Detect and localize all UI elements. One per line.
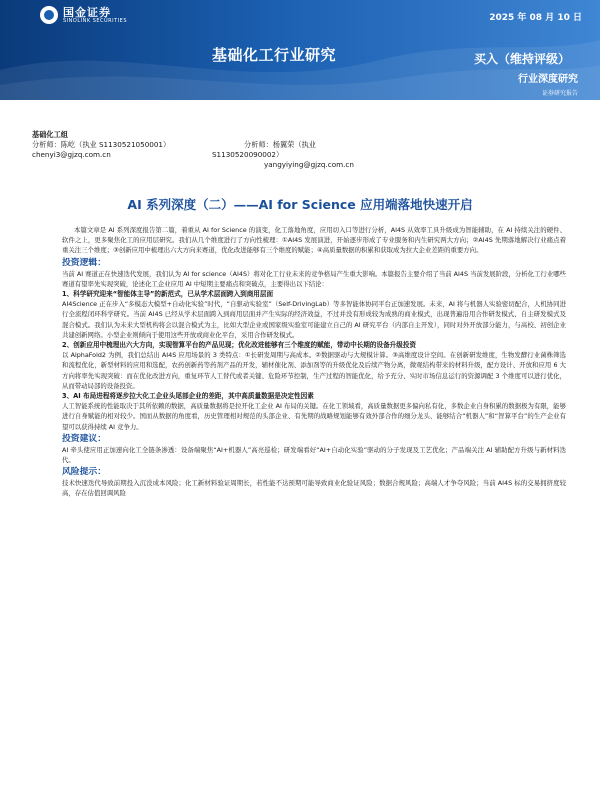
report-subtitle: 证券研究报告 — [541, 90, 578, 97]
point-2-heading: 2、创新应用中梳理出六大方向，实现智算平台的产品见现；优化改进能够有三个维度的赋能，带动中长期的设备升级投资 — [62, 341, 417, 350]
point-1-heading: 1、科学研究迎来“智能体主导”的新范式，已从学术层面跨入到商用层面 — [62, 290, 274, 299]
analyst-2-email: yangyiying@gjzq.com.cn — [264, 160, 354, 169]
logo-cn: 国金证券 — [63, 5, 111, 19]
section-heading-advice: 投资建议： — [62, 433, 106, 444]
report-body — [62, 225, 566, 499]
logo-en: SINOLINK SECURITIES — [63, 17, 127, 24]
analyst-1-email: chenyi3@gjzq.com.cn — [32, 150, 111, 159]
logo-icon — [40, 6, 58, 24]
report-main-title: AI 系列深度（二）——AI for Science 应用端落地快速开启 — [127, 197, 473, 212]
section-heading-risk: 风险提示： — [62, 467, 106, 478]
point-3-paragraph: 人工智能系统的性能取决于其所依赖的数据，高质量数据将是拉开化工企业 AI 布局的关键。在化工领域看，高质量数据更多偏向私有化，多数企业自身积累的数据极为有限，能够进行自身赋能的相对较少。国而从数据的角度看，历史管理相对规范的头部企业、有先期的战略规划能够有效外部合作的细分龙头、能够结合“机器人”和“智算平台”的生产企业有望可以获得持续 AI 竞争力。 — [62, 402, 566, 431]
intro-paragraph: 本篇文章是 AI 系列深度报告第二篇，着重从 AI for Science 的演变，化工落地角度，应用切入口等进行分析，AI4S 从效率工具升级成为智能辅助，在 AI 持续关注的硬件、软件之上，更多聚焦化工的应用层研究。我们从几个维度进行了方向性梳理：①AI4S 发展演进，开始逐步形成了专业服务和内生研究两大方向；②AI4S 先期落地解决行业痛点着重关注三个维度；③创新应用中梳理出六大方向来赛道，优化改进能够有三个维度的赋能；④高质量数据的积累和获取成为拉大企业差距的重要方向。 — [62, 226, 566, 255]
rating-label: 买入（维持评级） — [473, 52, 570, 66]
section-heading-logic: 投资逻辑： — [62, 257, 106, 268]
report-type: 行业深度研究 — [518, 74, 578, 85]
header-banner — [0, 0, 600, 100]
point-3-heading: 3、AI 布局进程将逐步拉大化工企业头尾部企业的差距，其中高质量数据是决定性因素 — [62, 392, 314, 401]
advice-paragraph: AI 牵头使应用正加速向化工全链条渗透：设备端聚焦“AI+机器人”高亮巡检；研发端看好“AI+自动化实验”驱动的分子发现及工艺优化；产品端关注 AI 辅助配方升级与新材料迭代。 — [62, 445, 566, 465]
company-logo — [40, 6, 127, 24]
point-1-paragraph: AI4Science 正在步入“多模态大模型+自动化实验”时代，“自驱动实验室”（Self-DrivingLab）等多智能体协同平台正加速发展。未来，AI 将与机器人实验密切配合，人机协同进行全流程闭环科学研究。当前 AI4S 已经从学术层面跨入到商用层面并产生实际的经济效益，不过并没有形成较为成熟的商业模式，出现普遍沿用合作研发模式、自主研发模式及混合模式。我们认为未来大型机构将会以混合模式为主，比如大型企业或国家级实验室可能建立自己的 AI 研究平台（内部自主开发），同时对外开放部分能力，与高校、初创企业共建创新网络。小型企业则倾向于使用这些开放或商业化平台，采用合作研发模式。 — [62, 300, 566, 339]
risk-paragraph: 技术快速迭代导致前期投入沉没成本风险；化工新材料验证周期长，若性能不达预期可能导致商业化验证风险；数据合规风险；高端人才争夺风险；当前 AI4S 标的交易拥挤度较高，存在估值回调风险 — [62, 479, 566, 498]
analyst-1: 分析师：陈屹（执业 S1130521050001） — [32, 140, 171, 149]
author-block — [32, 130, 572, 169]
analyst-2-id: S1130520090002） — [212, 150, 284, 159]
analyst-2: 分析师：杨翼荣（执业 — [244, 140, 316, 149]
report-date: 2025 年 08 月 10 日 — [489, 13, 582, 23]
point-2-paragraph: 以 AlphaFold2 为例，我们总结出 AI4S 应用场景的 3 类特点：①长研发周期与高成本。②数据驱动与大规模计算。③高维度设计空间。在创新研发维度，生物发酵行业菌株筛选和流程优化，新型材料的应用和选配，农药创新药等药剂产品的开发，辅材催化剂、添加剂等的升级优化及后续产物分离，微观结构带来的材料升级，配方设计、开放和应用 6 大方向将率先实现突破：而在优化改进方向，重复环节人工替代或者关键、危险环节控制，生产过程的智能优化，给予充分、实时市场信息运行的资源调配 3 个维度可以进行优化，从而带动局部的设备投资。 — [62, 351, 566, 390]
industry-title: 基础化工行业研究 — [212, 46, 337, 64]
logic-paragraph: 当前 AI 赛道正在快速迭代发展，我们认为 AI for science（AI4S）将对化工行业未来的竞争格局产生重大影响。本篇报告主要介绍了当前 AI4S 当前发展阶段，分析化工行业哪些赛道有望率先实现突破，论述化工企业应用 AI 中短期主要痛点和突破点，主要得出以下结论： — [62, 269, 566, 288]
team-name: 基础化工组 — [32, 130, 68, 139]
